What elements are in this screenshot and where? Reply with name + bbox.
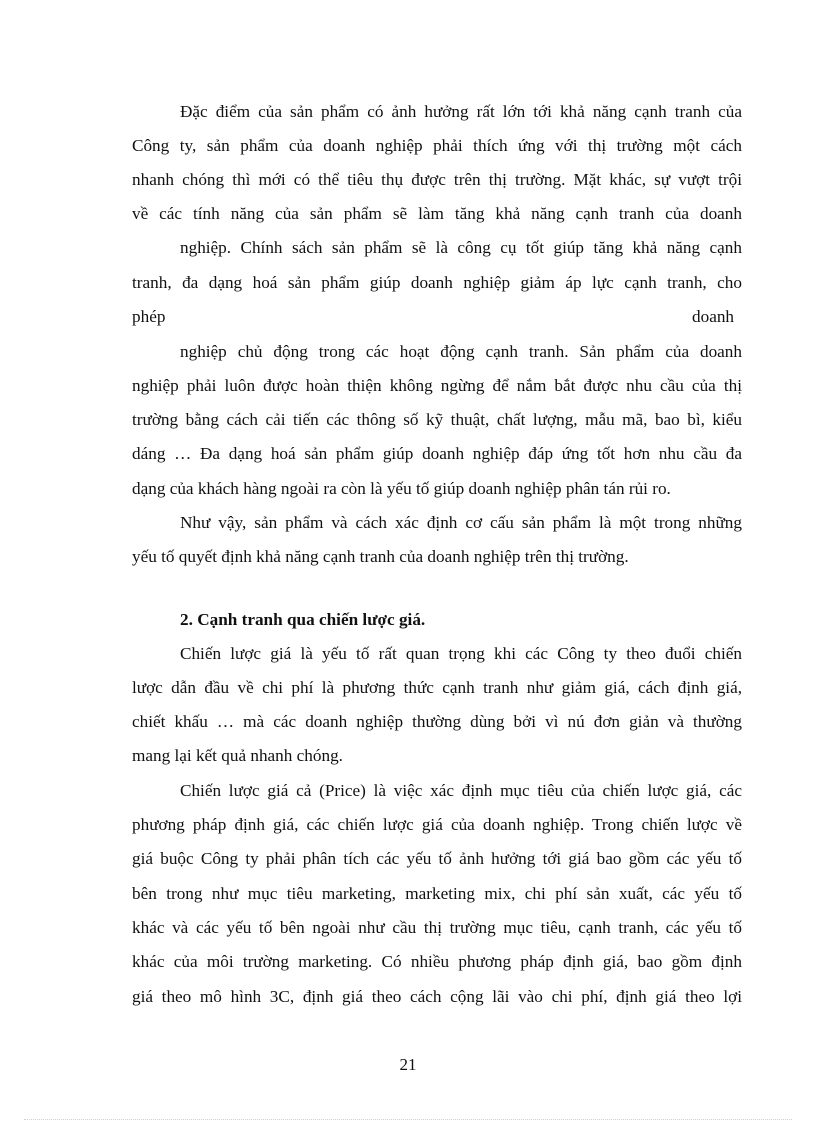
paragraph-line: về các tính năng của sản phẩm sẽ làm tăng khả năng cạnh tranh của doanh <box>132 204 742 223</box>
paragraph-line: doanh <box>692 307 735 326</box>
paragraph-line: phép <box>132 307 166 326</box>
paragraph-line: chiết khấu … mà các doanh nghiệp thường dùng bởi vì nú đơn giản và thường <box>132 712 742 731</box>
paragraph-line: trường bằng cách cải tiến các thông số kỹ thuật, chất lượng, mẫu mã, bao bì, kiểu <box>132 410 742 429</box>
paragraph-line: bên trong như mục tiêu marketing, marketing mix, chi phí sản xuất, các yếu tố <box>132 884 742 903</box>
paragraph-line: giá buộc Công ty phải phân tích các yếu tố ảnh hưởng tới giá bao gồm các yếu tố <box>132 849 742 868</box>
page-number: 21 <box>399 1055 417 1074</box>
paragraph-line: khác và các yếu tố bên ngoài như cầu thị trường mục tiêu, cạnh tranh, các yếu tố <box>132 918 742 937</box>
paragraph-line: dáng … Đa dạng hoá sản phẩm giúp doanh nghiệp đáp ứng tốt hơn nhu cầu đa <box>132 444 742 463</box>
paragraph-line: dạng của khách hàng ngoài ra còn là yếu tố giúp doanh nghiệp phân tán rủi ro. <box>132 479 671 498</box>
section-heading: 2. Cạnh tranh qua chiến lược giá. <box>180 610 426 629</box>
paragraph-line: giá theo mô hình 3C, định giá theo cách cộng lãi vào chi phí, định giá theo lợi <box>132 987 742 1006</box>
page-bottom-divider <box>24 1119 792 1120</box>
paragraph-line: mang lại kết quả nhanh chóng. <box>132 746 343 765</box>
paragraph-line: nghiệp chủ động trong các hoạt động cạnh tranh. Sản phẩm của doanh <box>180 342 742 361</box>
paragraph-line: yếu tố quyết định khả năng cạnh tranh của doanh nghiệp trên thị trường. <box>132 547 629 566</box>
paragraph-line: nghiệp. Chính sách sản phẩm sẽ là công cụ tốt giúp tăng khả năng cạnh <box>180 238 742 257</box>
paragraph-line: Chiến lược giá là yếu tố rất quan trọng khi các Công ty theo đuổi chiến <box>180 644 742 663</box>
paragraph-line: khác của môi trường marketing. Có nhiều phương pháp định giá, bao gồm định <box>132 952 742 971</box>
paragraph-line: nhanh chóng thì mới có thể tiêu thụ được trên thị trường. Mặt khác, sự vượt trội <box>132 170 742 189</box>
paragraph-line: Chiến lược giá cả (Price) là việc xác định mục tiêu của chiến lược giá, các <box>180 781 742 800</box>
paragraph-line: Đặc điểm của sản phẩm có ảnh hưởng rất lớn tới khả năng cạnh tranh của <box>180 102 742 121</box>
paragraph-line: phương pháp định giá, các chiến lược giá của doanh nghiệp. Trong chiến lược về <box>132 815 742 834</box>
paragraph-line: tranh, đa dạng hoá sản phẩm giúp doanh nghiệp giảm áp lực cạnh tranh, cho <box>132 273 742 292</box>
paragraph-line: Công ty, sản phẩm của doanh nghiệp phải thích ứng với thị trường một cách <box>132 136 742 155</box>
paragraph-line: nghiệp phải luôn được hoàn thiện không ngừng để nắm bắt được nhu cầu của thị <box>132 376 742 395</box>
paragraph-line: lược dẫn đầu về chi phí là phương thức cạnh tranh như giảm giá, cách định giá, <box>132 678 742 697</box>
paragraph-line: Như vậy, sản phẩm và cách xác định cơ cấu sản phẩm là một trong những <box>180 513 742 532</box>
